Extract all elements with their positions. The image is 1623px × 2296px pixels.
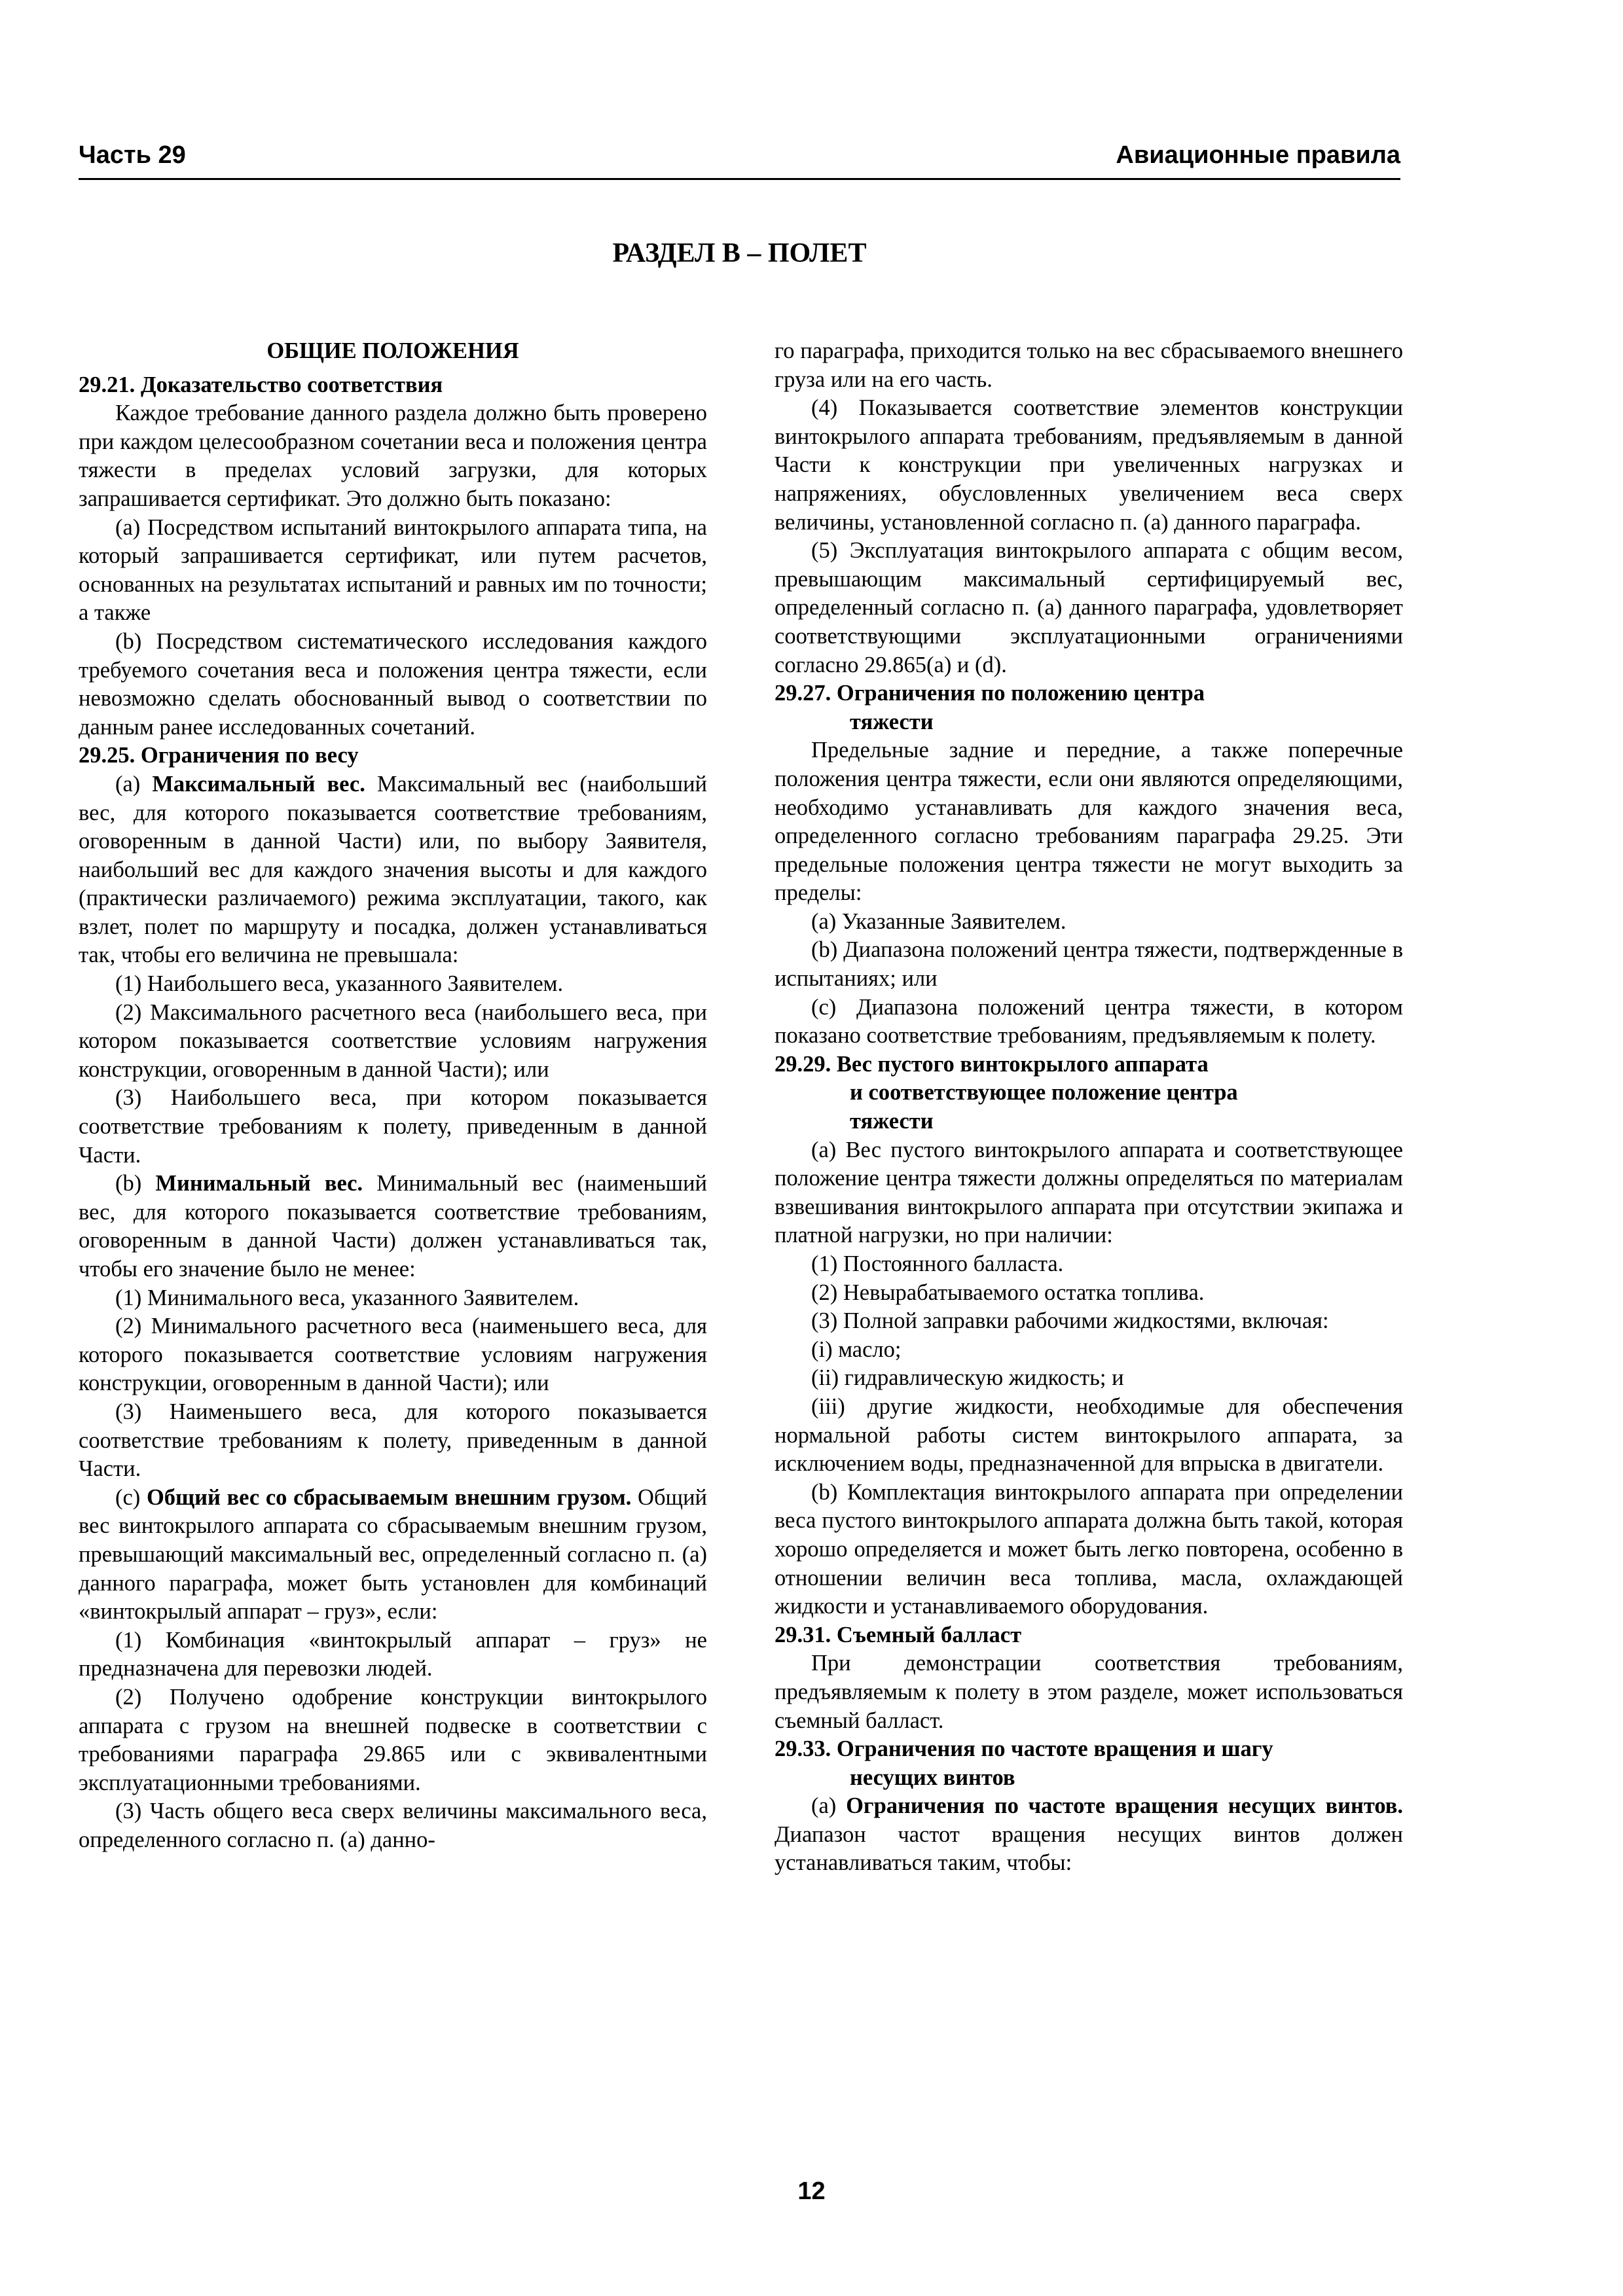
paragraph: (a) Указанные Заявителем. bbox=[811, 908, 1067, 934]
paragraph: (b) Минимальный вес. Минимальный вес (наименьший вес, для которого показывается соответствие требованиям, оговоренным в данной Части) должен устанавливаться так, чтобы его значение было не менее: bbox=[79, 1171, 708, 1282]
paragraph: го параграфа, приходится только на вес сбрасываемого внешнего груза или на его часть. bbox=[775, 338, 1403, 392]
right-column bbox=[775, 337, 1403, 1878]
paragraph: (5) Эксплуатация винтокрылого аппарата с общим весом, превышающим максимальный сертифицируемый вес, определенный согласно п. (a) данного параграфа, удовлетворяет соответствующими эксплуатационными ограничениями согласно 29.865(a) и (d). bbox=[775, 538, 1403, 677]
page-number: 12 bbox=[797, 2178, 826, 2205]
paragraph: (1) Комбинация «винтокрылый аппарат – груз» не предназначена для перевозки людей. bbox=[79, 1627, 707, 1681]
paragraph: (b) Посредством систематического исследования каждого требуемого сочетания веса и положения центра тяжести, если невозможно сделать обоснованный вывод о соответствии по данным ранее исследованных сочетаний. bbox=[79, 628, 707, 740]
term-bold: Максимальный вес. bbox=[152, 771, 365, 797]
paragraph: (ii) гидравлическую жидкость; и bbox=[811, 1365, 1124, 1391]
paragraph: (2) Минимального расчетного веса (наименьшего веса, для которого показывается соответствие условиям нагружения конструкции, оговоренным в данной Части); или bbox=[79, 1314, 707, 1396]
paragraph: (a) Посредством испытаний винтокрылого аппарата типа, на который запрашивается сертификат, или путем расчетов, основанных на результатах испытаний и равных им по точности; а также bbox=[79, 514, 707, 626]
general-provisions-heading: ОБЩИЕ ПОЛОЖЕНИЯ bbox=[266, 338, 519, 363]
paragraph: (1) Наибольшего веса, указанного Заявителем. bbox=[115, 971, 564, 997]
paragraph: (2) Невырабатываемого остатка топлива. bbox=[811, 1280, 1205, 1305]
term-bold: Минимальный вес. bbox=[155, 1171, 363, 1196]
section-29-33-title: 29.33. Ограничения по частоте вращения и шагу несущих винтов bbox=[775, 1736, 1273, 1790]
section-title: РАЗДЕЛ B – ПОЛЕТ bbox=[612, 238, 867, 268]
paragraph: (iii) другие жидкости, необходимые для обеспечения нормальной работы систем винтокрылого аппарата, за исключением воды, предназначенной для впрыска в двигатели. bbox=[775, 1393, 1403, 1477]
left-column bbox=[79, 337, 707, 1854]
section-29-27-title: 29.27. Ограничения по положению центра тяжести bbox=[775, 681, 1205, 734]
paragraph: Предельные задние и передние, а также поперечные положения центра тяжести, если они являются определяющими, необходимо устанавливать для каждого значения веса, определенного согласно требованиям параграфа 29.25. Эти предельные положения центра тяжести не могут выходить за пределы: bbox=[775, 738, 1403, 906]
section-29-21-title: 29.21. Доказательство соответствия bbox=[79, 372, 443, 397]
paragraph: (c) Общий вес со сбрасываемым внешним грузом. Общий вес винтокрылого аппарата со сбрасываемым внешним грузом, превышающий максимальный вес, определенный согласно п. (a) данного параграфа, может быть установлен для комбинаций «винтокрылый аппарат – груз», если: bbox=[79, 1484, 707, 1624]
paragraph: (a) Вес пустого винтокрылого аппарата и соответствующее положение центра тяжести должны определяться по материалам взвешивания винтокрылого аппарата при отсутствии экипажа и платной нагрузки, но при наличии: bbox=[775, 1137, 1403, 1248]
paragraph: (b) Диапазона положений центра тяжести, подтвержденные в испытаниях; или bbox=[775, 937, 1403, 992]
part-label: Часть 29 bbox=[79, 141, 186, 169]
paragraph: (a) Ограничения по частоте вращения несущих винтов. Диапазон частот вращения несущих винтов должен устанавливаться таким, чтобы: bbox=[775, 1793, 1403, 1876]
section-29-31-title: 29.31. Съемный балласт bbox=[775, 1622, 1022, 1647]
section-29-29-title: 29.29. Вес пустого винтокрылого аппарата и соответствующее положение центра тяжести bbox=[775, 1051, 1238, 1134]
paragraph: (3) Полной заправки рабочими жидкостями, включая: bbox=[811, 1308, 1329, 1334]
paragraph: При демонстрации соответствия требованиям, предъявляемым к полету в этом разделе, может использоваться съемный балласт. bbox=[775, 1651, 1403, 1733]
paragraph: (4) Показывается соответствие элементов конструкции винтокрылого аппарата требованиям, предъявляемым в данной Части к конструкции при увеличенных нагрузках и напряжениях, обусловленных увеличением веса сверх величины, установленной согласно п. (a) данного параграфа. bbox=[775, 395, 1403, 535]
paragraph: (c) Диапазона положений центра тяжести, в котором показано соответствие требованиям, предъявляемым к полету. bbox=[775, 994, 1403, 1049]
paragraph: (1) Минимального веса, указанного Заявителем. bbox=[115, 1285, 579, 1310]
paragraph: (3) Наибольшего веса, при котором показывается соответствие требованиям к полету, приведенным в данной Части. bbox=[79, 1085, 707, 1168]
paragraph: (2) Максимального расчетного веса (наибольшего веса, при котором показывается соответствие условиям нагружения конструкции, оговоренным в данной Части); или bbox=[79, 999, 707, 1082]
section-29-25-title: 29.25. Ограничения по весу bbox=[79, 743, 359, 768]
paragraph: (i) масло; bbox=[811, 1336, 902, 1362]
term-bold: Общий вес со сбрасываемым внешним грузом. bbox=[146, 1484, 632, 1510]
term-bold: Ограничения по частоте вращения несущих винтов. bbox=[846, 1793, 1403, 1819]
paragraph: (2) Получено одобрение конструкции винтокрылого аппарата с грузом на внешней подвеске в соответствии с требованиями параграфа 29.865 или с эквивалентными эксплуатационными требованиями. bbox=[79, 1684, 707, 1795]
paragraph: (b) Комплектация винтокрылого аппарата при определении веса пустого винтокрылого аппарата должна быть такой, которая хорошо определяется и может быть легко повторена, особенно в отношении величин веса топлива, масла, охлаждающей жидкости и устанавливаемого оборудования. bbox=[775, 1479, 1403, 1619]
document-title: Авиационные правила bbox=[1116, 141, 1400, 169]
page-header bbox=[79, 139, 1400, 180]
paragraph: (3) Часть общего веса сверх величины максимального веса, определенного согласно п. (a) данно- bbox=[79, 1799, 707, 1852]
paragraph: (3) Наименьшего веса, для которого показывается соответствие требованиям к полету, приведенным в данной Части. bbox=[79, 1399, 707, 1482]
paragraph: (1) Постоянного балласта. bbox=[811, 1251, 1064, 1276]
paragraph: Каждое требование данного раздела должно быть проверено при каждом целесообразном сочетании веса и положения центра тяжести в пределах условий загрузки, для которых запрашивается сертификат. Это должно быть показано: bbox=[79, 401, 707, 511]
paragraph: (a) Максимальный вес. Максимальный вес (наибольший вес, для которого показывается соответствие требованиям, оговоренным в данной Части) или, по выбору Заявителя, наибольший вес для каждого значения высоты и для каждого (практически различаемого) режима эксплуатации, такого, как взлет, полет по маршруту и посадка, должен устанавливаться так, чтобы его величина не превышала: bbox=[79, 771, 707, 968]
